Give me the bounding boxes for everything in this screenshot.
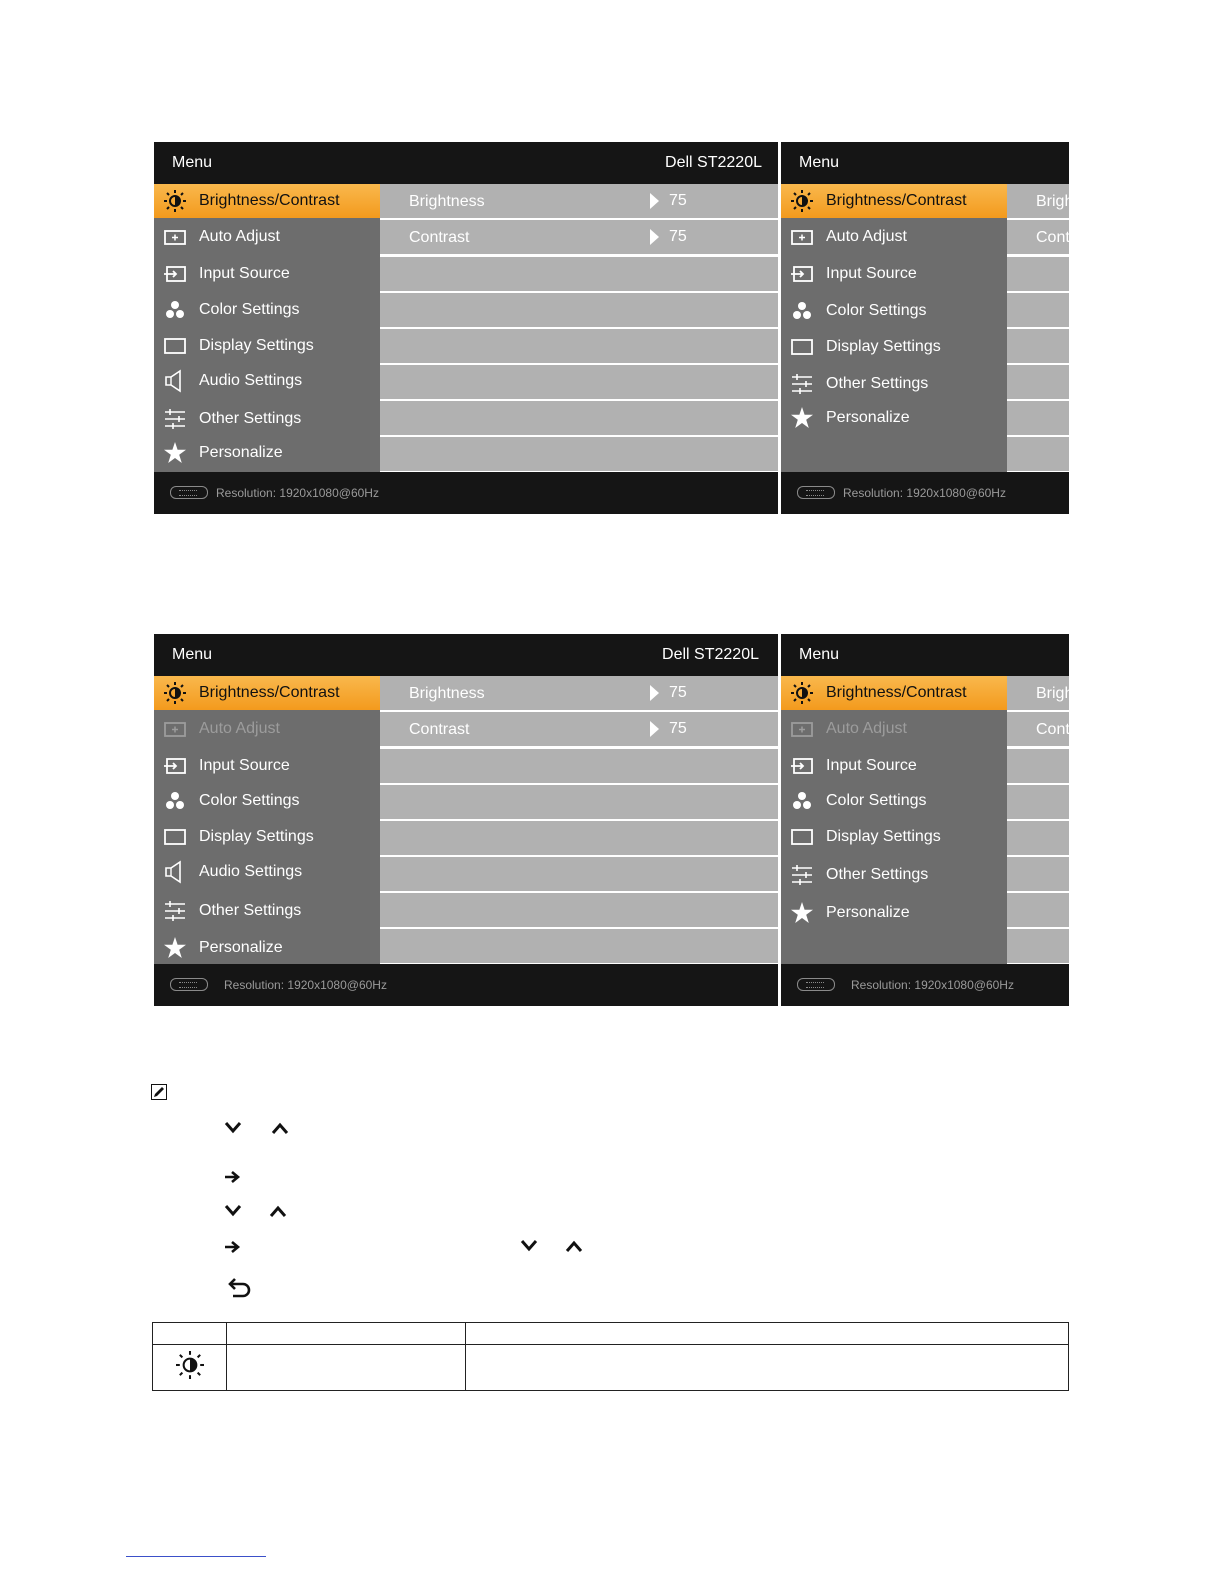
submenu-value: 75 [669,684,687,701]
submenu-row-empty [380,257,778,291]
menu-item-label: Color Settings [199,301,300,318]
menu-item-label: Input Source [199,265,290,282]
star-icon [791,407,813,429]
table-cell [227,1345,466,1391]
brightness-icon [176,1351,204,1384]
osd-menu-list [154,184,380,472]
menu-item-label: Personalize [199,444,283,461]
display-settings-icon [164,335,186,357]
submenu-row-empty [380,401,778,435]
menu-item-brightness-contrast[interactable] [154,184,380,218]
osd-menu-title: Menu [172,154,213,171]
menu-item-brightness-contrast[interactable] [781,184,1007,218]
menu-item-other-settings[interactable] [154,402,380,436]
submenu-row-empty [380,329,778,363]
menu-item-brightness-contrast[interactable] [781,676,1007,710]
vga-connector-icon [170,486,208,499]
osd-model-name: Dell ST2220L [665,154,762,171]
submenu-label: Cont [1036,229,1070,246]
menu-item-other-settings[interactable] [781,858,1007,892]
table-icon-cell [153,1345,227,1391]
menu-item-color-settings[interactable] [781,294,1007,328]
brightness-icon [164,682,186,704]
menu-item-other-settings[interactable] [781,367,1007,401]
submenu-row-empty [1007,437,1069,471]
osd-header [781,634,1069,676]
color-settings-icon [791,790,813,812]
display-settings-icon [791,826,813,848]
other-settings-icon [791,373,813,395]
menu-item-label: Auto Adjust [199,228,280,245]
menu-item-label: Input Source [826,757,917,774]
star-icon [164,937,186,959]
osd-header [154,142,778,184]
submenu-row-empty [380,821,778,855]
submenu-row-contrast[interactable] [1007,712,1069,746]
submenu-row-empty [380,749,778,783]
submenu-row-empty [1007,893,1069,927]
menu-item-label: Display Settings [826,338,941,355]
menu-item-label: Personalize [826,409,910,426]
menu-item-color-settings[interactable] [154,784,380,818]
menu-item-label: Display Settings [199,337,314,354]
menu-item-label: Brightness/Contrast [826,192,967,209]
osd-submenu-partial [1007,184,1074,472]
triangle-right-icon [650,193,659,209]
submenu-row-empty [1007,929,1069,963]
auto-adjust-icon [791,718,813,740]
submenu-row-contrast[interactable] [380,712,778,746]
osd-footer [154,964,778,1006]
submenu-row-contrast[interactable] [1007,220,1069,254]
osd-menu-list [154,676,380,964]
menu-item-display-settings[interactable] [154,329,380,363]
other-settings-icon [791,864,813,886]
auto-adjust-icon [164,226,186,248]
menu-item-label: Color Settings [826,792,927,809]
submenu-row-brightness[interactable] [1007,184,1074,218]
dvi-connector-icon [797,978,835,991]
table-header-cell [466,1323,1069,1345]
chevron-up-icon [564,1236,584,1256]
menu-item-label: Input Source [826,265,917,282]
menu-item-personalize[interactable] [154,436,380,470]
submenu-row-brightness[interactable] [1007,676,1074,710]
osd-footer [154,472,778,514]
submenu-row-brightness[interactable] [380,184,778,218]
submenu-row-empty [1007,401,1069,435]
osd-menu-title: Menu [799,154,840,171]
submenu-row-empty [380,437,778,471]
other-settings-icon [164,408,186,430]
star-icon [164,442,186,464]
display-settings-icon [791,336,813,358]
osd-menu-list [781,184,1007,472]
submenu-row-empty [380,929,778,963]
menu-item-label: Color Settings [199,792,300,809]
table-cell [466,1345,1069,1391]
input-source-icon [164,755,186,777]
menu-item-color-settings[interactable] [781,784,1007,818]
menu-item-label: Auto Adjust [826,720,907,737]
menu-item-personalize[interactable] [154,931,380,965]
menu-item-label: Input Source [199,757,290,774]
osd-menu-3 [154,634,778,1006]
osd-menu-title: Menu [799,646,840,663]
input-source-icon [791,755,813,777]
arrow-right-icon [223,1167,243,1187]
resolution-text: Resolution: 1920x1080@60Hz [224,978,387,992]
osd-menu-list [781,676,1007,964]
back-icon [228,1276,252,1300]
menu-item-label: Color Settings [826,302,927,319]
submenu-row-empty [1007,857,1069,891]
submenu-row-empty [1007,329,1069,363]
submenu-row-empty [1007,785,1069,819]
table-header-cell [227,1323,466,1345]
menu-item-label: Display Settings [199,828,314,845]
color-settings-icon [164,790,186,812]
menu-item-input-source[interactable] [781,257,1007,291]
menu-item-label: Brightness/Contrast [199,192,340,209]
triangle-right-icon [650,229,659,245]
submenu-row-empty [380,857,778,891]
submenu-row-brightness[interactable] [380,676,778,710]
menu-item-input-source[interactable] [781,749,1007,783]
menu-item-auto-adjust [781,712,1007,746]
menu-item-label: Audio Settings [199,863,303,880]
vga-connector-icon [797,486,835,499]
submenu-row-empty [380,785,778,819]
menu-item-display-settings[interactable] [781,330,1007,364]
menu-item-label: Auto Adjust [826,228,907,245]
menu-item-label: Other Settings [199,410,302,427]
triangle-right-icon [650,685,659,701]
resolution-text: Resolution: 1920x1080@60Hz [851,978,1014,992]
submenu-value: 75 [669,228,687,245]
submenu-row-empty [380,293,778,327]
input-source-icon [791,263,813,285]
menu-item-color-settings[interactable] [154,293,380,327]
osd-header [781,142,1069,184]
menu-item-label: Personalize [199,939,283,956]
menu-item-label: Auto Adjust [199,720,280,737]
menu-item-audio-settings[interactable] [154,364,380,398]
menu-item-auto-adjust [154,712,380,746]
osd-footer [781,472,1069,514]
table-header-row [153,1323,1069,1345]
osd-submenu [380,184,778,472]
star-icon [791,902,813,924]
brightness-icon [791,190,813,212]
menu-item-input-source[interactable] [154,749,380,783]
submenu-row-empty [1007,257,1069,291]
submenu-row-empty [1007,821,1069,855]
color-settings-icon [164,299,186,321]
chevron-up-icon [270,1118,290,1138]
osd-model-name: Dell ST2220L [662,646,759,663]
osd-menu-title: Menu [172,646,213,663]
osd-menu-4 [781,634,1074,1006]
chevron-up-icon [268,1201,288,1221]
submenu-value: 75 [669,192,687,209]
menu-item-label: Other Settings [199,902,302,919]
submenu-label: Brigh [1036,685,1074,702]
submenu-label: Contrast [409,229,470,246]
arrow-right-icon [223,1237,243,1257]
dvi-connector-icon [170,978,208,991]
submenu-label: Contrast [409,721,470,738]
menu-item-input-source[interactable] [154,257,380,291]
menu-item-display-settings[interactable] [781,820,1007,854]
table-row [153,1345,1069,1391]
menu-item-other-settings[interactable] [154,894,380,928]
menu-item-personalize[interactable] [781,896,1007,930]
submenu-label: Brightness [409,193,485,210]
menu-item-label: Display Settings [826,828,941,845]
submenu-row-contrast[interactable] [380,220,778,254]
menu-item-display-settings[interactable] [154,820,380,854]
osd-menu-2 [781,142,1074,514]
speaker-icon [164,861,186,883]
feature-table [152,1322,1069,1391]
menu-item-auto-adjust[interactable] [154,220,380,254]
menu-item-label: Brightness/Contrast [826,684,967,701]
chevron-down-icon [223,1201,243,1221]
submenu-row-empty [380,893,778,927]
note-icon [151,1084,167,1100]
brightness-icon [791,682,813,704]
menu-item-personalize[interactable] [781,401,1007,435]
menu-item-label: Other Settings [826,866,929,883]
submenu-value: 75 [669,720,687,737]
menu-item-brightness-contrast[interactable] [154,676,380,710]
submenu-row-empty [380,365,778,399]
table-header-cell [153,1323,227,1345]
auto-adjust-icon [164,718,186,740]
back-to-contents-link[interactable] [126,1556,266,1557]
color-settings-icon [791,300,813,322]
auto-adjust-icon [791,226,813,248]
osd-footer [781,964,1069,1006]
resolution-text: Resolution: 1920x1080@60Hz [216,486,379,500]
osd-menu-1 [154,142,778,514]
display-settings-icon [164,826,186,848]
brightness-icon [164,190,186,212]
submenu-label: Cont [1036,721,1070,738]
osd-submenu-partial [1007,676,1074,964]
chevron-down-icon [519,1236,539,1256]
speaker-icon [164,370,186,392]
menu-item-auto-adjust[interactable] [781,220,1007,254]
triangle-right-icon [650,721,659,737]
osd-header [154,634,778,676]
input-source-icon [164,263,186,285]
submenu-label: Brigh [1036,193,1074,210]
menu-item-audio-settings[interactable] [154,855,380,889]
submenu-label: Brightness [409,685,485,702]
other-settings-icon [164,900,186,922]
chevron-down-icon [223,1118,243,1138]
submenu-row-empty [1007,749,1069,783]
menu-item-label: Other Settings [826,375,929,392]
osd-submenu [380,676,778,964]
menu-item-label: Brightness/Contrast [199,684,340,701]
menu-item-label: Personalize [826,904,910,921]
submenu-row-empty [1007,365,1069,399]
menu-item-label: Audio Settings [199,372,303,389]
resolution-text: Resolution: 1920x1080@60Hz [843,486,1006,500]
submenu-row-empty [1007,293,1069,327]
